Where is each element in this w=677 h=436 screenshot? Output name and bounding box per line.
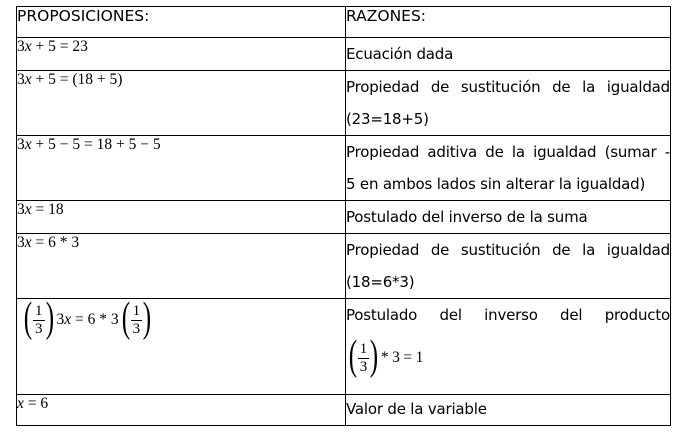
proposition-cell: 3x + 5 − 5 = 18 + 5 − 5 — [17, 136, 346, 201]
table-row — [17, 136, 671, 201]
header-propositions: PROPOSICIONES: — [17, 7, 346, 38]
fraction-parenthesized: ( $\frac{1}{3}$ ) — [23, 295, 54, 341]
proposition-cell: ( $\frac{1}{3}$ ) 3x = 6 * 3 ( $\frac{1}{3}$ ) — [17, 299, 346, 395]
reason-cell: Propiedad de sustitución de la igualdad (18=6*3) — [346, 234, 671, 299]
table-header-row — [17, 7, 671, 38]
table-row — [17, 71, 671, 136]
proposition-cell: x = 6 — [17, 395, 346, 426]
proof-table — [16, 6, 671, 426]
proposition-cell: 3x = 6 * 3 — [17, 234, 346, 299]
proposition-cell: 3x + 5 = 23 — [17, 38, 346, 71]
proposition-cell: 3x = 18 — [17, 201, 346, 234]
reason-cell: Ecuación dada — [346, 38, 671, 71]
reason-cell: Postulado del inverso de la suma — [346, 201, 671, 234]
fraction-parenthesized: ( $\frac{1}{3}$ ) — [121, 295, 152, 341]
table-row — [17, 395, 671, 426]
table-row — [17, 299, 671, 395]
reason-cell: Propiedad aditiva de la igualdad (sumar - 5 en ambos lados sin alterar la igualdad) — [346, 136, 671, 201]
reason-cell: Valor de la variable — [346, 395, 671, 426]
table-row — [17, 201, 671, 234]
proposition-cell: 3x + 5 = (18 + 5) — [17, 71, 346, 136]
reason-cell: Propiedad de sustitución de la igualdad (23=18+5) — [346, 71, 671, 136]
table-row — [17, 38, 671, 71]
table-row — [17, 234, 671, 299]
header-reasons: RAZONES: — [346, 7, 671, 38]
reason-math: ( $\frac{1}{3}$ ) * 3 = 1 — [348, 333, 424, 379]
reason-cell: Postulado del inverso del producto ( $\frac{1}{3}$ ) * 3 = 1 — [346, 299, 671, 395]
